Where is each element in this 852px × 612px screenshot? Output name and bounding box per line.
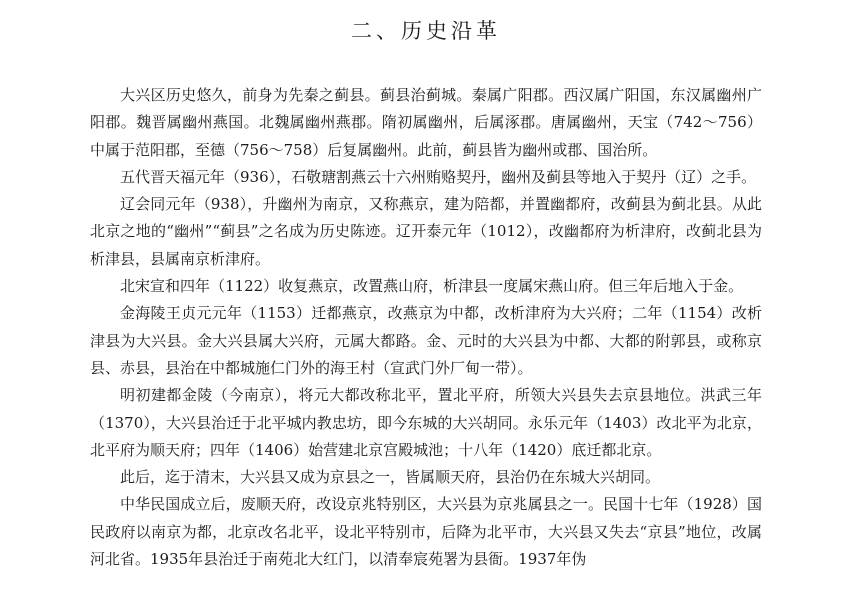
paragraph: 辽会同元年（938），升幽州为南京，又称燕京，建为陪都，并置幽都府，改蓟县为蓟北县。从此北京之地的“幽州”“蓟县”之名成为历史陈迹。辽开泰元年（1012），改幽都府为析津府，改蓟北县为析津县，县属南京析津府。: [90, 195, 762, 268]
paragraph: 大兴区历史悠久，前身为先秦之蓟县。蓟县治蓟城。秦属广阳郡。西汉属广阳国，东汉属幽州广阳郡。魏晋属幽州燕国。北魏属幽州燕郡。隋初属幽州，后属涿郡。唐属幽州，天宝（742～756）中属于范阳郡，至德（756～758）后复属幽州。此前，蓟县皆为幽州或郡、国治所。: [90, 86, 762, 159]
paragraph: 金海陵王贞元元年（1153）迁都燕京，改燕京为中都，改析津府为大兴府；二年（1154）改析津县为大兴县。金大兴县属大兴府，元属大都路。金、元时的大兴县为中都、大都的附郭县，或称京县、赤县，县治在中都城施仁门外的海王村（宣武门外厂甸一带）。: [90, 304, 762, 377]
paragraph: 中华民国成立后，废顺天府，改设京兆特别区，大兴县为京兆属县之一。民国十七年（1928）国民政府以南京为都，北京改名北平，设北平特别市，后降为北平市，大兴县又失去“京县”地位，改属河北省。1935年县治迁于南苑北大红门，以清奉宸苑署为县衙。1937年伪: [90, 495, 762, 569]
paragraph: 明初建都金陵（今南京），将元大都改称北平，置北平府，所领大兴县失去京县地位。洪武三年（1370），大兴县治迁于北平城内教忠坊，即今东城的大兴胡同。永乐元年（1403）改北平为北京，北平府为顺天府；四年（1406）始营建北京宫殿城池；十八年（1420）底迁都北京。: [90, 386, 762, 459]
paragraph: 此后，迄于清末，大兴县又成为京县之一，皆属顺天府，县治仍在东城大兴胡同。: [120, 468, 661, 487]
paragraph: 北宋宣和四年（1122）收复燕京，改置燕山府，析津县一度属宋燕山府。但三年后地入于金。: [120, 277, 744, 296]
section-title: 二、历史沿革: [351, 19, 501, 43]
paragraph: 五代晋天福元年（936），石敬瑭割燕云十六州贿赂契丹，幽州及蓟县等地入于契丹（辽）之手。: [120, 167, 757, 186]
section-body: [90, 82, 762, 573]
